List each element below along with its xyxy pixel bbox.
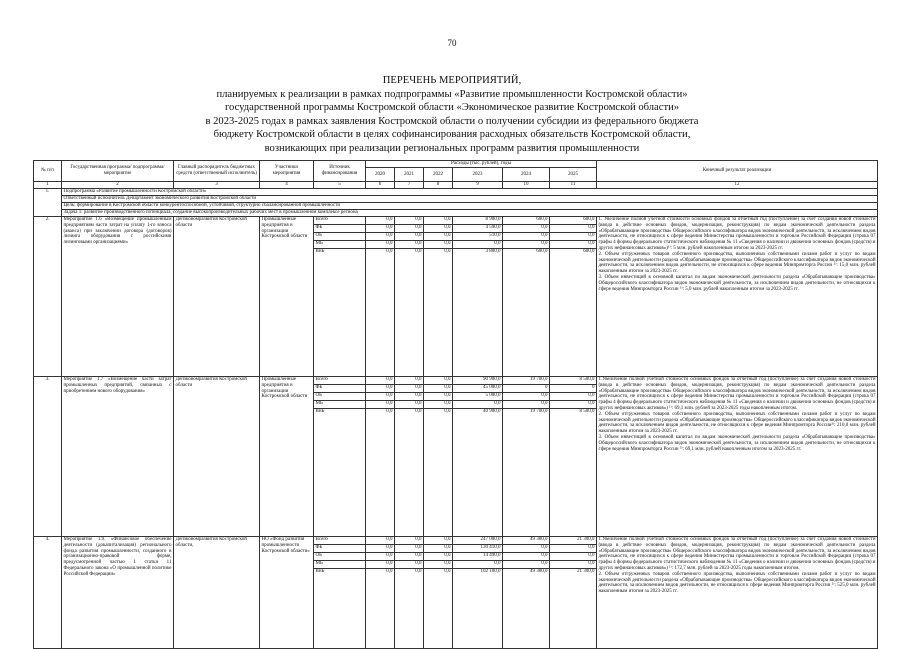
title-line: в 2023-2025 годах в рамках заявления Костромской области о получении субсидии из федерального бюджета bbox=[205, 115, 699, 127]
measure-manager: Депэкономразвития Костромской области, bbox=[174, 537, 260, 649]
funding-value: 0,0 bbox=[366, 249, 395, 377]
funding-value: 0,0 bbox=[550, 233, 597, 241]
title-line: ПЕРЕЧЕНЬ МЕРОПРИЯТИЙ, bbox=[382, 75, 522, 86]
subprogram-row: Подпрограмма «Развитие промышленности Костромской области» bbox=[62, 189, 878, 196]
funding-value: 0,0 bbox=[424, 241, 453, 249]
funding-value: 3 800,0 bbox=[453, 249, 503, 377]
funding-value: 0,0 bbox=[550, 241, 597, 249]
funding-value: 0,0 bbox=[453, 561, 503, 569]
column-number: 7 bbox=[395, 182, 424, 189]
funding-source: ВнБ bbox=[314, 249, 366, 377]
result-paragraph: 3. Объем инвестиций в основной капитал по видам экономической деятельности раздела «Обрабатывающие производства» Общероссийского классификатора видов экономической деятельности, за исключением видов деятельности, не относящихся к сфере ведения Минпромторга России ³⁾: 69,1 млн. рублей накопленным итогом за 2023-2025 гг. bbox=[598, 434, 876, 452]
header-year: 2025 bbox=[550, 167, 597, 181]
funding-value: 0 bbox=[503, 385, 550, 393]
funding-source: МБ bbox=[314, 401, 366, 409]
funding-source: МБ bbox=[314, 241, 366, 249]
column-numbers-row bbox=[34, 182, 878, 189]
measure-manager: Депэкономразвития Костромской области bbox=[174, 377, 260, 537]
funding-value: 0,0 bbox=[366, 409, 395, 537]
column-number: 12 bbox=[597, 182, 878, 189]
funding-source: Всего bbox=[314, 377, 366, 385]
header-year: 2020 bbox=[366, 167, 395, 181]
result-paragraph: 1. Увеличение полной учетной стоимости основных фондов за отчетный год (поступление) за счет создания новой стоимости (ввода в действие основных фондов, модернизация, реконструкция) по видам экономической деятельности раздела «Обрабатывающие производства» Общероссийского классификатора видов экономической деятельности, за исключением видов деятельности, не относящихся к сфере ведения Министерства промышленности и торговли Российской Федерации (строка 07 графы 4 формы федерального статистического наблюдения № 11 «Сведения о наличии и движении основных фондов (средств) и других нефинансовых активов»)¹⁾: 5 млн. рублей накопленным итогом за 2023-2025 гг. bbox=[598, 217, 876, 251]
funding-value: 8 500,0 bbox=[550, 409, 597, 537]
funding-value: 0,0 bbox=[395, 537, 424, 545]
funding-value: 600,0 bbox=[503, 217, 550, 225]
funding-value: 0,0 bbox=[366, 385, 395, 393]
funding-value: 0,0 bbox=[424, 401, 453, 409]
funding-value: 0,0 bbox=[395, 569, 424, 649]
column-number: 1 bbox=[34, 182, 62, 189]
measure-result bbox=[597, 217, 878, 377]
header-year: 2023 bbox=[453, 167, 503, 181]
funding-value: 130 410,0 bbox=[453, 545, 503, 553]
funding-value: 510,0 bbox=[453, 233, 503, 241]
funding-value: 0,0 bbox=[424, 217, 453, 225]
section-number: 1. bbox=[34, 189, 62, 217]
task-row: Задача 1: развитие производственного потенциала, создание высокопроизводительных рабочих мест в промышленном комплексе региона bbox=[62, 210, 878, 217]
funding-value: 0 bbox=[550, 385, 597, 393]
measure-name: Мероприятие 1.9. «Финансовое обеспечение деятельности (докапитализация) регионального фонда развития промышленности, созданного в организационно-правовой форме, предусмотренной частью 1 статьи 11 Федерального закона «О промышленной политике Российской Федерации» bbox=[62, 537, 174, 649]
funding-value: 0,0 bbox=[366, 233, 395, 241]
funding-source: ОБ bbox=[314, 553, 366, 561]
funding-value: 0,0 bbox=[503, 225, 550, 233]
funding-value: 0,0 bbox=[550, 401, 597, 409]
funding-value: 0,0 bbox=[503, 233, 550, 241]
funding-value: 0,0 bbox=[366, 217, 395, 225]
title-line: бюджету Костромской области в целях софинансирования расходных обязательств Костромской области, bbox=[213, 129, 691, 141]
funding-value: 102 100,0 bbox=[453, 569, 503, 649]
funding-value: 0,0 bbox=[366, 377, 395, 385]
header-program: Государственная программа/ подпрограмма/ мероприятие bbox=[62, 161, 174, 182]
funding-value: 45 000,0 bbox=[453, 385, 503, 393]
funding-value: 0,0 bbox=[503, 241, 550, 249]
measure-name: Мероприятие 1.7 «Возмещение части затрат промышленных предприятий, связанных с приобретением нового оборудования» bbox=[62, 377, 174, 537]
funding-value: 0,0 bbox=[424, 545, 453, 553]
funding-value: 0,0 bbox=[453, 401, 503, 409]
funding-value: 21 300,0 bbox=[550, 537, 597, 545]
column-number: 5 bbox=[314, 182, 366, 189]
column-number: 8 bbox=[424, 182, 453, 189]
funding-value: 19 700,0 bbox=[503, 377, 550, 385]
funding-value: 0,0 bbox=[550, 553, 597, 561]
measure-result bbox=[597, 377, 878, 537]
funding-value: 0,0 bbox=[424, 561, 453, 569]
column-number: 9 bbox=[453, 182, 503, 189]
funding-value: 0,0 bbox=[395, 233, 424, 241]
funding-value: 0,0 bbox=[503, 553, 550, 561]
funding-value: 0,0 bbox=[424, 569, 453, 649]
funding-value: 0,0 bbox=[550, 561, 597, 569]
funding-value: 0,0 bbox=[366, 393, 395, 401]
funding-source: ФБ bbox=[314, 545, 366, 553]
funding-value: 0,0 bbox=[395, 241, 424, 249]
funding-source: ФБ bbox=[314, 385, 366, 393]
funding-value: 0,0 bbox=[550, 393, 597, 401]
measure-participants: НО «Фонд развития промышленности Костромской области» bbox=[260, 537, 314, 649]
funding-value: 0,0 bbox=[424, 553, 453, 561]
document-title bbox=[0, 74, 904, 156]
funding-source: Всего bbox=[314, 537, 366, 545]
funding-source: Всего bbox=[314, 217, 366, 225]
funding-value: 4 590,0 bbox=[453, 225, 503, 233]
header-year: 2021 bbox=[395, 167, 424, 181]
funding-value: 0,0 bbox=[395, 377, 424, 385]
funding-source: ОБ bbox=[314, 233, 366, 241]
funding-value: 0,0 bbox=[366, 561, 395, 569]
result-paragraph: 1.Увеличение полной учетной стоимости основных фондов за отчетный год (поступление) за счет создания новой стоимости (ввода в действие основных фондов, модернизация, реконструкция) по видам экономической деятельности раздела «Обрабатывающие производства» Общероссийского классификатора видов экономической деятельности, за исключением видов деятельности, не относящихся к сфере ведения Министерства промышленности и торговли Российской Федерации (строка 07 графы 4 формы федерального статистического наблюдения № 11 «Сведения о наличии и движении основных фондов (средств) и других нефинансовых активов») ¹⁾: 69,1 млн. рублей за 2023-2025 годы накопленным итогом. bbox=[598, 377, 876, 411]
funding-value: 0,0 bbox=[424, 537, 453, 545]
column-number: 6 bbox=[366, 182, 395, 189]
funding-value: 19 700,0 bbox=[503, 409, 550, 537]
measures-table bbox=[33, 160, 878, 649]
funding-value: 0,0 bbox=[395, 385, 424, 393]
header-expenses: Расходы (тыс. рублей), годы bbox=[366, 161, 597, 168]
measure-number: 3. bbox=[34, 377, 62, 537]
title-line: планируемых к реализации в рамках подпрограммы «Развитие промышленности Костромской области» bbox=[216, 88, 688, 100]
funding-source: ВнБ bbox=[314, 569, 366, 649]
funding-value: 0,0 bbox=[453, 241, 503, 249]
funding-value: 0,0 bbox=[424, 385, 453, 393]
funding-value: 0,0 bbox=[395, 393, 424, 401]
measure-number: 4. bbox=[34, 537, 62, 649]
funding-source: МБ bbox=[314, 561, 366, 569]
funding-value: 0,0 bbox=[424, 393, 453, 401]
funding-value: 0,0 bbox=[366, 401, 395, 409]
funding-value: 0,0 bbox=[366, 241, 395, 249]
funding-value: 8 500,0 bbox=[550, 377, 597, 385]
funding-value: 49 300,0 bbox=[503, 569, 550, 649]
header-year: 2022 bbox=[424, 167, 453, 181]
funding-value: 21 300,0 bbox=[550, 569, 597, 649]
header-manager: Главный распорядитель бюджетных средств (ответственный исполнитель) bbox=[174, 161, 260, 182]
funding-value: 49 300,0 bbox=[503, 537, 550, 545]
funding-value: 247 000,0 bbox=[453, 537, 503, 545]
title-line: государственной программы Костромской области «Экономическое развитие Костромской области» bbox=[224, 102, 680, 114]
funding-value: 14 490,0 bbox=[453, 553, 503, 561]
result-paragraph: 2. Объем отгруженных товаров собственного производства, выполненных собственными силами работ и услуг по видам экономической деятельности раздела «Обрабатывающие производства» Общероссийского классификатора видов экономической деятельности, за исключением видов деятельности, не относящихся к сфере ведения Минпромторга России²⁾: 210,0 млн. рублей накопленным итогом за 2023-2025 гг. bbox=[598, 411, 876, 435]
header-participants: Участники мероприятия bbox=[260, 161, 314, 182]
funding-value: 600,0 bbox=[550, 217, 597, 225]
funding-value: 0,0 bbox=[395, 401, 424, 409]
funding-source: ФБ bbox=[314, 225, 366, 233]
funding-value: 0,0 bbox=[503, 545, 550, 553]
funding-value: 90 900,0 bbox=[453, 377, 503, 385]
funding-row bbox=[34, 377, 878, 385]
column-number: 10 bbox=[503, 182, 550, 189]
header-source: Источник финансирования bbox=[314, 161, 366, 182]
result-paragraph: 2. Объем отгруженных товаров собственного производства, выполненных собственными силами работ и услуг по видам экономической деятельности раздела «Обрабатывающие производства» Общероссийского классификатора видов экономической деятельности, за исключением видов деятельности, не относящихся к сфере ведения Минпромторга России ²⁾: 525,0 млн. рублей накопленным итогом за 2023-2025 гг. bbox=[598, 571, 876, 595]
funding-value: 0,0 bbox=[503, 401, 550, 409]
header-result: Конечный результат реализации bbox=[597, 161, 878, 182]
funding-value: 0,0 bbox=[366, 553, 395, 561]
measure-participants: Промышленные предприятия и организации Костромской области bbox=[260, 377, 314, 537]
column-number: 2 bbox=[62, 182, 174, 189]
measure-name: Мероприятие 1.6 «Возмещение промышленным предприятиям части затрат на уплату 1-го взноса (аванса) при заключении договора (договоров) лизинга оборудования с российскими лизинговыми организациями» bbox=[62, 217, 174, 377]
result-paragraph: 2. Объем отгруженных товаров собственного производства, выполненных собственными силами работ и услуг по видам экономической деятельности раздела «Обрабатывающие производства» Общероссийского классификатора видов экономической деятельности, за исключением видов деятельности, не относящихся к сфере ведения Минпромторга России ²⁾: 15,0 млн. рублей накопленным итогом за 2023-2025 гг. bbox=[598, 251, 876, 275]
column-number: 11 bbox=[550, 182, 597, 189]
funding-value: 0,0 bbox=[550, 545, 597, 553]
funding-value: 0,0 bbox=[395, 545, 424, 553]
funding-value: 0,0 bbox=[503, 561, 550, 569]
funding-value: 0,0 bbox=[366, 225, 395, 233]
measure-participants: Промышленные предприятия и организации Костромской области bbox=[260, 217, 314, 377]
measure-manager: Депэкономразвития Костромской области bbox=[174, 217, 260, 377]
column-number: 4 bbox=[260, 182, 314, 189]
funding-row bbox=[34, 217, 878, 225]
funding-value: 5 000,0 bbox=[453, 393, 503, 401]
page-number: 70 bbox=[447, 38, 457, 48]
funding-value: 0,0 bbox=[395, 561, 424, 569]
funding-value: 0,0 bbox=[424, 233, 453, 241]
result-paragraph: 1.Увеличение полной учетной стоимости основных фондов за отчетный год (поступление) за счет создания новой стоимости (ввода в действие основных фондов, модернизация, реконструкция) по видам экономической деятельности раздела «Обрабатывающие производства» Общероссийского классификатора видов экономической деятельности, за исключением видов деятельности, не относящихся к сфере ведения Министерства промышленности и торговли Российской Федерации (строка 07 графы 4 формы федерального статистического наблюдения № 11 «Сведения о наличии и движении основных фондов (средств) и других нефинансовых активов») ¹⁾: 172,7 млн. рублей за 2023-2025 годы накопленным итогом. bbox=[598, 537, 876, 571]
funding-value: 0,0 bbox=[366, 569, 395, 649]
funding-value: 0,0 bbox=[395, 249, 424, 377]
funding-value: 0,0 bbox=[395, 553, 424, 561]
funding-value: 0,0 bbox=[395, 217, 424, 225]
funding-value: 0,0 bbox=[424, 225, 453, 233]
funding-value: 0,0 bbox=[366, 537, 395, 545]
funding-source: ОБ bbox=[314, 393, 366, 401]
funding-value: 0,0 bbox=[550, 225, 597, 233]
header-year: 2024 bbox=[503, 167, 550, 181]
funding-value: 600,0 bbox=[503, 249, 550, 377]
funding-value: 0,0 bbox=[424, 377, 453, 385]
funding-value: 600,0 bbox=[550, 249, 597, 377]
funding-value: 0,0 bbox=[503, 393, 550, 401]
funding-source: ВнБ bbox=[314, 409, 366, 537]
funding-value: 8 900,0 bbox=[453, 217, 503, 225]
funding-value: 40 900,0 bbox=[453, 409, 503, 537]
funding-value: 0,0 bbox=[395, 225, 424, 233]
result-paragraph: 3. Объем инвестиций в основной капитал по видам экономической деятельности раздела «Обрабатывающие производства» Общероссийского классификатора видов экономической деятельности, за исключением видов деятельности, не относящихся к сфере ведения Минпромторга России ³⁾: 5,0 млн. рублей накопленным итогом за 2023-2025 гг. bbox=[598, 274, 876, 292]
funding-value: 0,0 bbox=[395, 409, 424, 537]
measure-result bbox=[597, 537, 878, 649]
funding-row bbox=[34, 537, 878, 545]
column-number: 3 bbox=[174, 182, 260, 189]
title-line: возникающих при реализации региональных программ развития промышленности bbox=[264, 142, 640, 154]
funding-value: 0,0 bbox=[366, 545, 395, 553]
goal-row: Цель: формирование в Костромской области конкурентоспособной, устойчивой, структурно сбалансированной промышленности bbox=[62, 203, 878, 210]
funding-value: 0,0 bbox=[424, 249, 453, 377]
header-num: № п/п bbox=[34, 161, 62, 182]
measure-number: 2. bbox=[34, 217, 62, 377]
executor-row: Ответственный исполнитель Департамент экономического развития Костромской области bbox=[62, 196, 878, 203]
funding-value: 0,0 bbox=[424, 409, 453, 537]
